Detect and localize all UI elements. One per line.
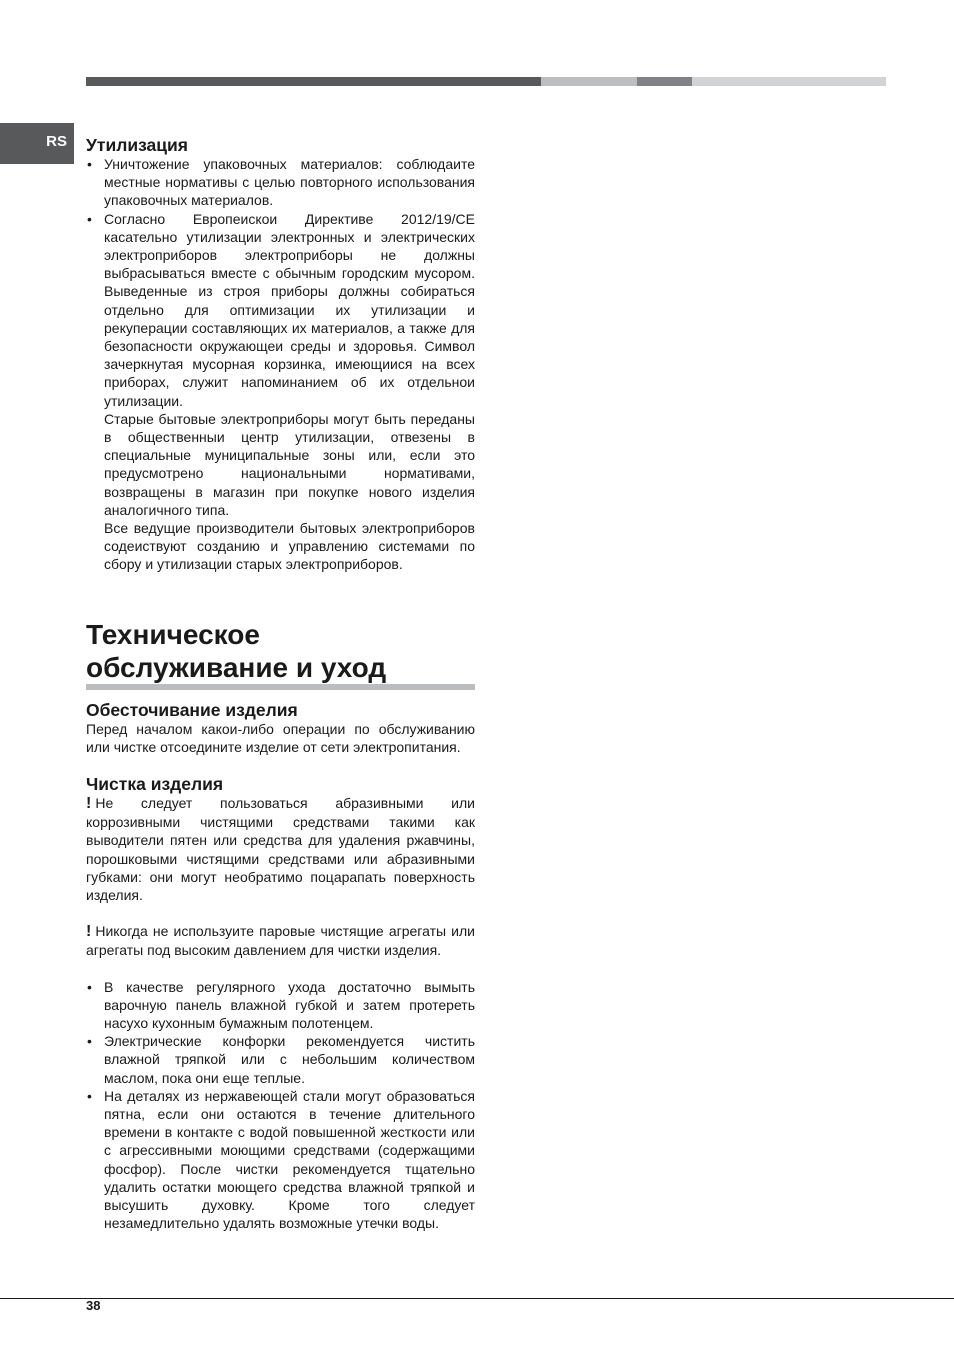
bar-segment-pale [692, 77, 886, 86]
list-item: • В качестве регулярного ухода достаточно вымыть варочную панель влажной губкой и затем протереть насухо кухонным бумажным полотенцем. [86, 978, 475, 1033]
disposal-heading: Утилизация [86, 135, 189, 155]
warning-2 [86, 922, 475, 959]
warning-icon: ! [86, 795, 92, 812]
language-tab: RS [0, 123, 74, 164]
bar-segment-dark [86, 77, 541, 86]
power-off-section [86, 700, 475, 756]
page-number: 38 [86, 1298, 101, 1313]
warning-2-text: Никогда не используите паровые чистящие агрегаты или агрегаты под высоким давлением для чистки изделия. [86, 923, 475, 959]
page-title [86, 618, 475, 690]
title-line-1: Техническое [86, 619, 260, 650]
disposal-extra [86, 410, 475, 574]
cleaning-list [86, 978, 475, 1233]
footer-divider [0, 1298, 954, 1299]
disposal-section [86, 135, 475, 574]
list-item: • Уничтожение упаковочных материалов: соблюдаите местные нормативы с целью повторного использования упаковочных материалов. [86, 155, 475, 210]
list-item: • Электрические конфорки рекомендуется чистить влажной тряпкой или с небольшим количеством маслом, пока они еще теплые. [86, 1032, 475, 1087]
warning-1 [86, 794, 475, 904]
warning-1-text: Не следует пользоваться абразивными или коррозивными чистящими средствами такими как выводители пятен или средства для удаления ржавчины, порошковыми чистящими средствами или абразивными губками: они могут необратимо поцарапать поверхность изделия. [86, 795, 475, 904]
cleaning-heading: Чистка изделия [86, 774, 224, 794]
list-item: • Согласно Европеискои Директиве 2012/19/CE касательно утилизации электронных и электрических электроприборов электроприборы не должны выбрасываться вместе с обычным городским мусором. Выведенные из строя приборы должны собираться отдельно для оптимизации их утилизации и рекуперации составляющих их материалов, а также для безопасности окружающеи среды и здоровья. Символ зачеркнутая мусорная корзинка, имеющиися на всех приборах, служит напоминанием об их отдельнои утилизации. [86, 210, 475, 410]
bar-segment-light [541, 77, 637, 86]
power-off-heading: Обесточивание изделия [86, 700, 298, 720]
warning-icon: ! [86, 923, 92, 941]
disposal-list [86, 155, 475, 410]
cleaning-section [86, 774, 475, 1232]
header-color-bar [86, 77, 886, 86]
maintenance-title-block [86, 618, 475, 690]
paragraph: Старые бытовые электроприборы могут быть переданы в общественныи центр утилизации, отвезены в специальные муниципальные зоны или, если это предусмотрено национальными нормативами, возвращены в магазин при покупке нового изделия аналогичного типа. [104, 410, 475, 518]
title-line-2: обслуживание и уход [86, 652, 387, 683]
list-item: • На деталях из нержавеющей стали могут образоваться пятна, если они остаются в течение длительного времени в контакте с водой повышенной жесткости или с агрессивными моющими средствами (содержащими фосфор). После чистки рекомендуется тщательно удалить остатки моющего средства влажной тряпкой и высушить духовку. Кроме того следует незамедлительно удалять возможные утечки воды. [86, 1087, 475, 1233]
power-off-text: Перед началом какои-либо операции по обслуживанию или чистке отсоедините изделие от сети электропитания. [86, 721, 475, 756]
paragraph: Все ведущие производители бытовых электроприборов содеиствуют созданию и управлению системами по сбору и утилизации старых электроприборов. [104, 520, 475, 573]
bar-segment-mid [637, 77, 692, 86]
